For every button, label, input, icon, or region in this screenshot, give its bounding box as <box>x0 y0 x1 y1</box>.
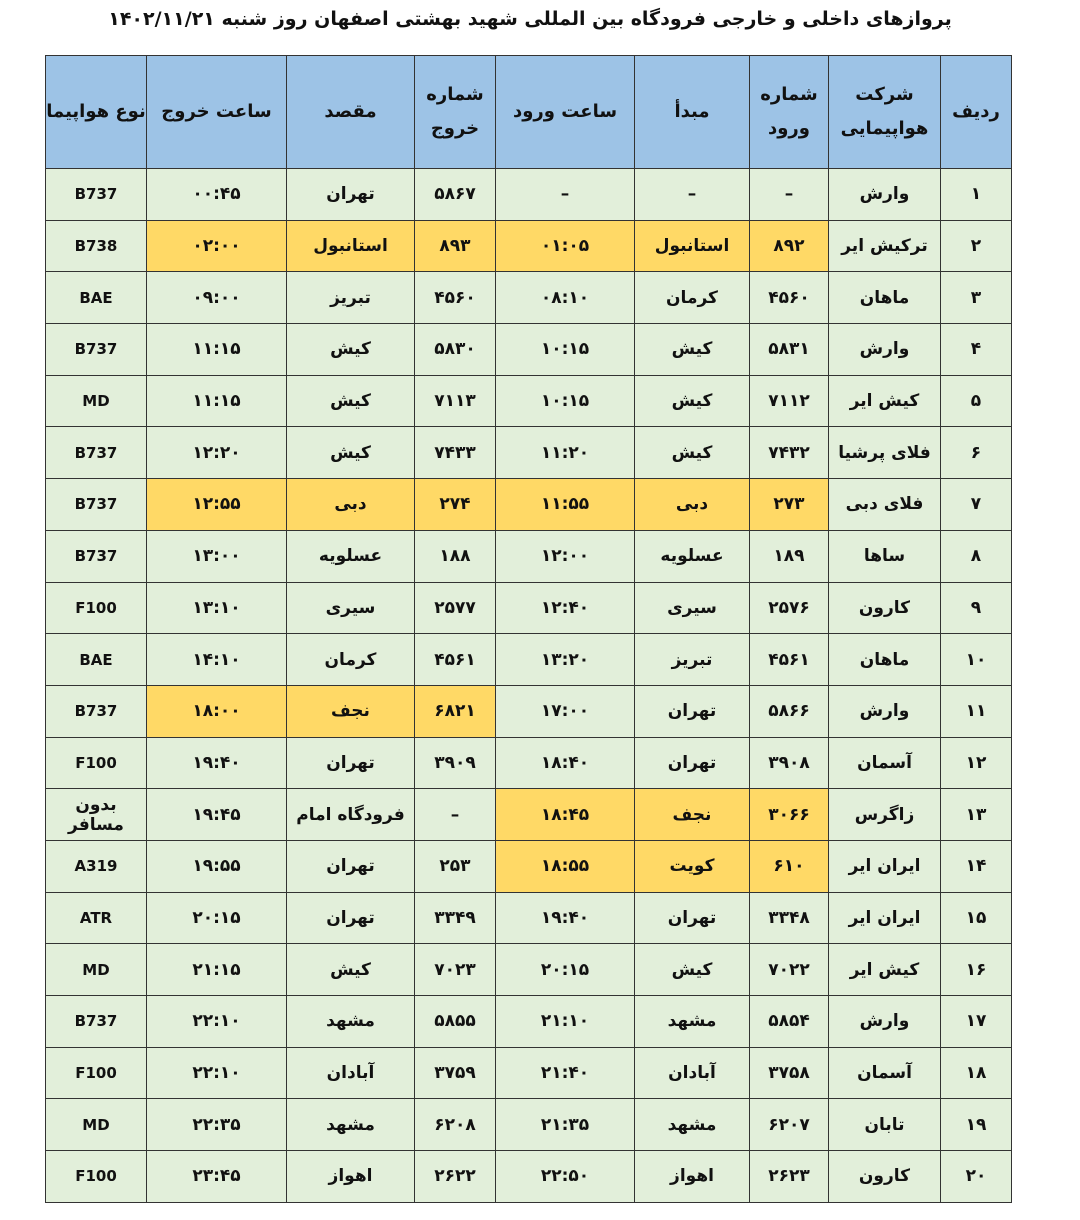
cell-destination: مشهد <box>287 996 415 1048</box>
cell-departure-flight-number: – <box>415 789 496 841</box>
table-row <box>46 272 1012 324</box>
cell-destination: سیری <box>287 582 415 634</box>
cell-airline: وارش <box>829 169 941 221</box>
cell-airline: آسمان <box>829 737 941 789</box>
table-row <box>46 582 1012 634</box>
cell-departure-flight-number: ۵۸۳۰ <box>415 324 496 376</box>
cell-airline: کارون <box>829 1151 941 1203</box>
cell-row-number: ۵ <box>941 375 1012 427</box>
cell-aircraft-type: F100 <box>46 1151 147 1203</box>
table-row <box>46 1047 1012 1099</box>
cell-departure-flight-number: ۳۷۵۹ <box>415 1047 496 1099</box>
table-row <box>46 1151 1012 1203</box>
cell-arrival-flight-number: ۵۸۶۶ <box>750 685 829 737</box>
page-title: پروازهای داخلی و خارجی فرودگاه بین المللی شهید بهشتی اصفهان روز شنبه ۱۴۰۲/۱۱/۲۱ <box>108 8 952 30</box>
cell-aircraft-type: BAE <box>46 272 147 324</box>
header-airline: شرکت هواپیمایی <box>829 56 941 169</box>
cell-airline: تابان <box>829 1099 941 1151</box>
cell-departure-time: ۱۸:۰۰ <box>147 685 287 737</box>
cell-row-number: ۳ <box>941 272 1012 324</box>
cell-departure-time: ۰۰:۴۵ <box>147 169 287 221</box>
cell-destination: نجف <box>287 685 415 737</box>
cell-aircraft-type: MD <box>46 944 147 996</box>
cell-aircraft-type: بدون مسافر <box>46 789 147 841</box>
cell-airline: آسمان <box>829 1047 941 1099</box>
header-row-number: ردیف <box>941 56 1012 169</box>
cell-destination: آبادان <box>287 1047 415 1099</box>
cell-arrival-time: ۲۱:۴۰ <box>496 1047 635 1099</box>
cell-aircraft-type: B737 <box>46 685 147 737</box>
cell-departure-flight-number: ۴۵۶۰ <box>415 272 496 324</box>
cell-departure-flight-number: ۶۸۲۱ <box>415 685 496 737</box>
cell-departure-flight-number: ۸۹۳ <box>415 220 496 272</box>
table-row <box>46 220 1012 272</box>
cell-destination: کرمان <box>287 634 415 686</box>
cell-aircraft-type: F100 <box>46 1047 147 1099</box>
cell-origin: نجف <box>635 789 750 841</box>
header-departure-flight-number: شماره خروج <box>415 56 496 169</box>
cell-origin: کیش <box>635 944 750 996</box>
cell-aircraft-type: B737 <box>46 996 147 1048</box>
cell-airline: کارون <box>829 582 941 634</box>
cell-arrival-flight-number: ۲۶۲۳ <box>750 1151 829 1203</box>
cell-arrival-flight-number: ۶۱۰ <box>750 840 829 892</box>
cell-row-number: ۲۰ <box>941 1151 1012 1203</box>
cell-row-number: ۱۹ <box>941 1099 1012 1151</box>
cell-row-number: ۱ <box>941 169 1012 221</box>
cell-arrival-time: ۰۸:۱۰ <box>496 272 635 324</box>
cell-destination: استانبول <box>287 220 415 272</box>
cell-origin: – <box>635 169 750 221</box>
cell-aircraft-type: MD <box>46 1099 147 1151</box>
cell-origin: آبادان <box>635 1047 750 1099</box>
cell-arrival-flight-number: ۷۴۳۲ <box>750 427 829 479</box>
cell-aircraft-type: B737 <box>46 427 147 479</box>
cell-airline: ماهان <box>829 634 941 686</box>
table-row <box>46 996 1012 1048</box>
cell-arrival-flight-number: ۵۸۳۱ <box>750 324 829 376</box>
cell-departure-flight-number: ۱۸۸ <box>415 530 496 582</box>
cell-aircraft-type: B737 <box>46 479 147 531</box>
cell-departure-flight-number: ۲۵۷۷ <box>415 582 496 634</box>
cell-arrival-time: ۱۳:۲۰ <box>496 634 635 686</box>
cell-arrival-flight-number: ۱۸۹ <box>750 530 829 582</box>
table-row <box>46 737 1012 789</box>
cell-arrival-time: ۱۰:۱۵ <box>496 324 635 376</box>
cell-row-number: ۷ <box>941 479 1012 531</box>
cell-destination: عسلویه <box>287 530 415 582</box>
cell-arrival-flight-number: ۷۰۲۲ <box>750 944 829 996</box>
cell-row-number: ۱۳ <box>941 789 1012 841</box>
cell-row-number: ۱۲ <box>941 737 1012 789</box>
cell-arrival-flight-number: ۳۰۶۶ <box>750 789 829 841</box>
cell-arrival-time: ۰۱:۰۵ <box>496 220 635 272</box>
cell-aircraft-type: B738 <box>46 220 147 272</box>
cell-origin: سیری <box>635 582 750 634</box>
header-aircraft-type: نوع هواپیما <box>46 56 147 169</box>
cell-airline: وارش <box>829 685 941 737</box>
cell-arrival-time: – <box>496 169 635 221</box>
cell-arrival-time: ۲۲:۵۰ <box>496 1151 635 1203</box>
header-arrival-flight-number: شماره ورود <box>750 56 829 169</box>
cell-departure-time: ۱۱:۱۵ <box>147 375 287 427</box>
cell-departure-flight-number: ۵۸۵۵ <box>415 996 496 1048</box>
cell-origin: مشهد <box>635 1099 750 1151</box>
cell-aircraft-type: F100 <box>46 737 147 789</box>
cell-row-number: ۱۶ <box>941 944 1012 996</box>
cell-departure-time: ۱۹:۵۵ <box>147 840 287 892</box>
cell-departure-time: ۰۹:۰۰ <box>147 272 287 324</box>
table-row <box>46 530 1012 582</box>
cell-departure-time: ۲۲:۱۰ <box>147 1047 287 1099</box>
cell-arrival-flight-number: ۸۹۲ <box>750 220 829 272</box>
cell-airline: وارش <box>829 324 941 376</box>
cell-origin: کیش <box>635 324 750 376</box>
table-row <box>46 634 1012 686</box>
table-row <box>46 840 1012 892</box>
cell-airline: ترکیش ایر <box>829 220 941 272</box>
cell-arrival-flight-number: ۲۷۳ <box>750 479 829 531</box>
cell-origin: کیش <box>635 375 750 427</box>
cell-departure-flight-number: ۲۷۴ <box>415 479 496 531</box>
cell-destination: کیش <box>287 427 415 479</box>
cell-arrival-time: ۱۲:۰۰ <box>496 530 635 582</box>
table-row <box>46 169 1012 221</box>
cell-aircraft-type: BAE <box>46 634 147 686</box>
cell-row-number: ۱۸ <box>941 1047 1012 1099</box>
cell-departure-time: ۱۹:۴۰ <box>147 737 287 789</box>
cell-arrival-flight-number: ۳۷۵۸ <box>750 1047 829 1099</box>
cell-departure-flight-number: ۶۲۰۸ <box>415 1099 496 1151</box>
cell-departure-flight-number: ۷۱۱۳ <box>415 375 496 427</box>
cell-departure-time: ۱۱:۱۵ <box>147 324 287 376</box>
cell-airline: فلای دبی <box>829 479 941 531</box>
cell-arrival-flight-number: ۲۵۷۶ <box>750 582 829 634</box>
cell-departure-time: ۲۲:۱۰ <box>147 996 287 1048</box>
table-row <box>46 944 1012 996</box>
cell-airline: ماهان <box>829 272 941 324</box>
cell-row-number: ۱۱ <box>941 685 1012 737</box>
cell-airline: فلای پرشیا <box>829 427 941 479</box>
cell-arrival-time: ۱۸:۴۵ <box>496 789 635 841</box>
cell-arrival-time: ۱۲:۴۰ <box>496 582 635 634</box>
cell-airline: کیش ایر <box>829 944 941 996</box>
table-row <box>46 789 1012 841</box>
cell-departure-time: ۱۹:۴۵ <box>147 789 287 841</box>
table-row <box>46 1099 1012 1151</box>
cell-destination: تهران <box>287 169 415 221</box>
header-origin: مبدأ <box>635 56 750 169</box>
cell-destination: تهران <box>287 892 415 944</box>
cell-row-number: ۱۵ <box>941 892 1012 944</box>
cell-row-number: ۶ <box>941 427 1012 479</box>
table-row <box>46 892 1012 944</box>
header-departure-time: ساعت خروج <box>147 56 287 169</box>
cell-arrival-time: ۱۸:۵۵ <box>496 840 635 892</box>
cell-departure-flight-number: ۷۴۳۳ <box>415 427 496 479</box>
table-row <box>46 685 1012 737</box>
cell-arrival-flight-number: ۳۳۴۸ <box>750 892 829 944</box>
cell-departure-time: ۱۳:۰۰ <box>147 530 287 582</box>
cell-arrival-time: ۲۰:۱۵ <box>496 944 635 996</box>
cell-arrival-time: ۱۱:۲۰ <box>496 427 635 479</box>
cell-airline: کیش ایر <box>829 375 941 427</box>
header-row <box>46 56 1012 169</box>
cell-destination: کیش <box>287 375 415 427</box>
cell-origin: کیش <box>635 427 750 479</box>
cell-departure-time: ۲۳:۴۵ <box>147 1151 287 1203</box>
cell-arrival-flight-number: ۴۵۶۰ <box>750 272 829 324</box>
cell-departure-flight-number: ۳۳۴۹ <box>415 892 496 944</box>
cell-destination: اهواز <box>287 1151 415 1203</box>
cell-origin: کرمان <box>635 272 750 324</box>
cell-arrival-time: ۲۱:۱۰ <box>496 996 635 1048</box>
table-row <box>46 427 1012 479</box>
cell-arrival-time: ۱۰:۱۵ <box>496 375 635 427</box>
cell-arrival-flight-number: ۳۹۰۸ <box>750 737 829 789</box>
table-row <box>46 375 1012 427</box>
cell-origin: دبی <box>635 479 750 531</box>
cell-arrival-time: ۱۷:۰۰ <box>496 685 635 737</box>
cell-destination: تهران <box>287 737 415 789</box>
cell-departure-time: ۱۲:۲۰ <box>147 427 287 479</box>
header-destination: مقصد <box>287 56 415 169</box>
cell-destination: کیش <box>287 324 415 376</box>
cell-destination: مشهد <box>287 1099 415 1151</box>
cell-origin: تهران <box>635 892 750 944</box>
cell-departure-time: ۲۰:۱۵ <box>147 892 287 944</box>
cell-departure-flight-number: ۷۰۲۳ <box>415 944 496 996</box>
cell-departure-flight-number: ۲۶۲۲ <box>415 1151 496 1203</box>
cell-row-number: ۹ <box>941 582 1012 634</box>
cell-row-number: ۱۴ <box>941 840 1012 892</box>
cell-arrival-flight-number: ۷۱۱۲ <box>750 375 829 427</box>
cell-destination: کیش <box>287 944 415 996</box>
cell-aircraft-type: A319 <box>46 840 147 892</box>
cell-arrival-flight-number: ۶۲۰۷ <box>750 1099 829 1151</box>
cell-departure-flight-number: ۴۵۶۱ <box>415 634 496 686</box>
cell-origin: تبریز <box>635 634 750 686</box>
cell-arrival-time: ۱۱:۵۵ <box>496 479 635 531</box>
cell-departure-time: ۲۱:۱۵ <box>147 944 287 996</box>
cell-row-number: ۲ <box>941 220 1012 272</box>
cell-origin: اهواز <box>635 1151 750 1203</box>
cell-aircraft-type: B737 <box>46 169 147 221</box>
cell-aircraft-type: B737 <box>46 324 147 376</box>
cell-departure-flight-number: ۲۵۳ <box>415 840 496 892</box>
cell-departure-time: ۰۲:۰۰ <box>147 220 287 272</box>
cell-arrival-time: ۱۹:۴۰ <box>496 892 635 944</box>
cell-destination: فرودگاه امام <box>287 789 415 841</box>
header-arrival-time: ساعت ورود <box>496 56 635 169</box>
flights-table <box>45 55 1012 1203</box>
cell-arrival-time: ۱۸:۴۰ <box>496 737 635 789</box>
cell-departure-flight-number: ۳۹۰۹ <box>415 737 496 789</box>
cell-row-number: ۸ <box>941 530 1012 582</box>
cell-aircraft-type: F100 <box>46 582 147 634</box>
cell-departure-time: ۲۲:۳۵ <box>147 1099 287 1151</box>
cell-airline: زاگرس <box>829 789 941 841</box>
cell-aircraft-type: B737 <box>46 530 147 582</box>
cell-departure-time: ۱۴:۱۰ <box>147 634 287 686</box>
table-row <box>46 324 1012 376</box>
cell-origin: تهران <box>635 737 750 789</box>
cell-airline: ساها <box>829 530 941 582</box>
cell-destination: تهران <box>287 840 415 892</box>
cell-row-number: ۴ <box>941 324 1012 376</box>
cell-destination: دبی <box>287 479 415 531</box>
cell-row-number: ۱۰ <box>941 634 1012 686</box>
cell-arrival-flight-number: ۴۵۶۱ <box>750 634 829 686</box>
cell-origin: عسلویه <box>635 530 750 582</box>
cell-departure-flight-number: ۵۸۶۷ <box>415 169 496 221</box>
cell-origin: کویت <box>635 840 750 892</box>
cell-airline: ایران ایر <box>829 892 941 944</box>
cell-airline: ایران ایر <box>829 840 941 892</box>
cell-origin: مشهد <box>635 996 750 1048</box>
cell-arrival-flight-number: ۵۸۵۴ <box>750 996 829 1048</box>
cell-origin: استانبول <box>635 220 750 272</box>
cell-departure-time: ۱۳:۱۰ <box>147 582 287 634</box>
cell-destination: تبریز <box>287 272 415 324</box>
cell-departure-time: ۱۲:۵۵ <box>147 479 287 531</box>
cell-aircraft-type: MD <box>46 375 147 427</box>
cell-arrival-time: ۲۱:۳۵ <box>496 1099 635 1151</box>
cell-origin: تهران <box>635 685 750 737</box>
cell-row-number: ۱۷ <box>941 996 1012 1048</box>
table-row <box>46 479 1012 531</box>
cell-aircraft-type: ATR <box>46 892 147 944</box>
cell-airline: وارش <box>829 996 941 1048</box>
cell-arrival-flight-number: – <box>750 169 829 221</box>
